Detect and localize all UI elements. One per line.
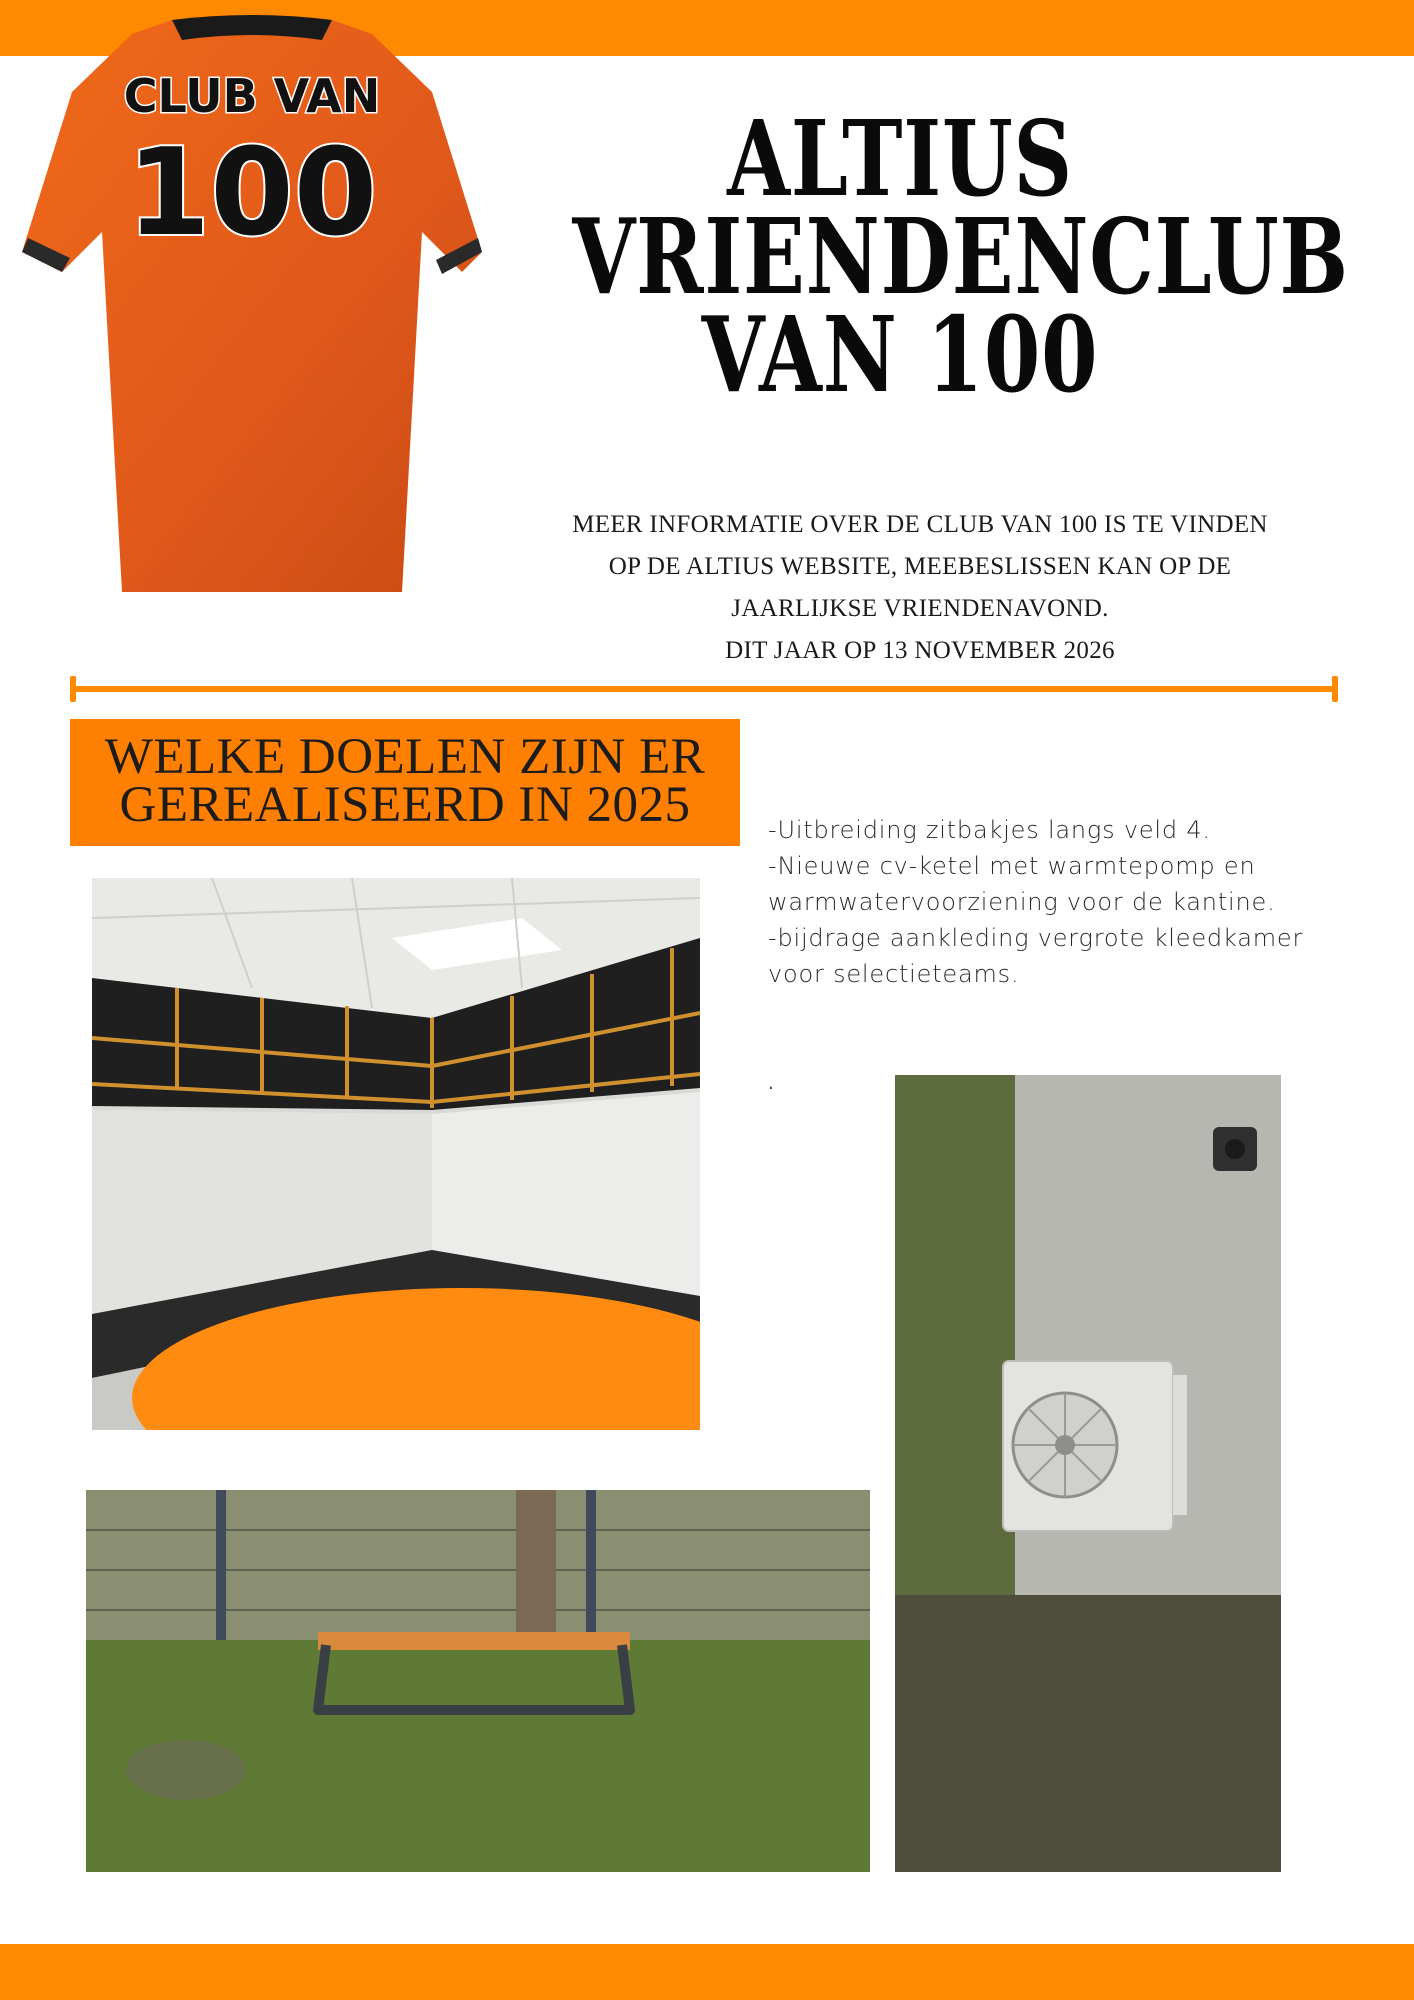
info-text	[505, 504, 1335, 672]
goals-line-1: -Uitbreiding zitbakjes langs veld 4.	[768, 816, 1211, 844]
info-line-1: MEER INFORMATIE OVER DE CLUB VAN 100 IS TE VINDEN	[572, 511, 1268, 538]
goals-line-5: voor selectieteams.	[768, 960, 1020, 988]
info-line-4: DIT JAAR OP 13 NOVEMBER 2026	[725, 637, 1115, 664]
jersey-number-text: 100	[126, 124, 378, 263]
title-line-3: VAN 100	[701, 293, 1099, 416]
bottom-orange-band	[0, 1944, 1414, 2000]
goals-line-2: -Nieuwe cv-ketel met warmtepomp en	[768, 852, 1256, 880]
stray-dot: .	[768, 1073, 774, 1094]
goals-heading-line-2: GEREALISEERD IN 2025	[119, 777, 691, 833]
goals-line-4: -bijdrage aankleding vergrote kleedkamer	[768, 924, 1304, 952]
info-line-3: JAARLIJKSE VRIENDENAVOND.	[731, 595, 1109, 622]
page-title	[572, 97, 1349, 416]
locker-room-photo	[92, 878, 700, 1430]
section-divider	[70, 686, 1338, 692]
goals-heading	[70, 729, 740, 833]
divider-cap-right	[1332, 676, 1338, 702]
title-line-2: VRIENDENCLUB	[572, 195, 1349, 318]
jersey-image	[22, 12, 482, 592]
goals-line-3: warmwatervoorziening voor de kantine.	[768, 888, 1276, 916]
bench-photo	[86, 1490, 870, 1872]
jersey-club-text: CLUB VAN	[123, 69, 381, 123]
heat-pump-photo	[895, 1075, 1281, 1872]
goals-heading-box	[70, 719, 740, 846]
goals-heading-line-1: WELKE DOELEN ZIJN ER	[104, 729, 706, 785]
info-line-2: OP DE ALTIUS WEBSITE, MEEBESLISSEN KAN OP DE	[608, 553, 1232, 580]
goals-list	[768, 812, 1368, 992]
title-line-1: ALTIUS	[727, 97, 1073, 220]
divider-cap-left	[70, 676, 76, 702]
